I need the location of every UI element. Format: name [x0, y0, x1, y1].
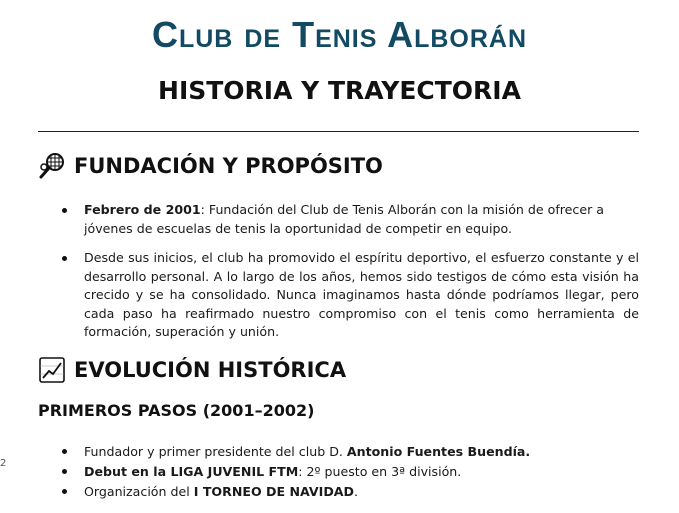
- item-text: Organización del: [84, 484, 194, 499]
- list-item: [62, 201, 639, 238]
- list-item: [62, 482, 639, 502]
- section-heading-text: FUNDACIÓN Y PROPÓSITO: [74, 154, 383, 178]
- item-text: Desde sus inicios, el club ha promovido el espíritu deportivo, el esfuerzo constante y el desarrollo personal. A lo largo de los años, hemos sido testigos de cómo esta visión ha crecido y se ha consolidado. Nunca imaginamos hasta dónde podríamos llegar, pero cada paso ha reafirmado nuestro compromiso con el tenis como herramienta de formación, superación y unión.: [84, 250, 639, 339]
- header-divider: [38, 131, 639, 132]
- item-text: : 2º puesto en 3ª división.: [298, 464, 462, 479]
- item-text: Fundador y primer presidente del club D.: [84, 444, 347, 459]
- item-bold: Antonio Fuentes Buendía.: [346, 444, 531, 459]
- item-bold: Debut en la LIGA JUVENIL FTM: [84, 464, 299, 479]
- club-title: Club de Tenis Alborán: [151, 14, 528, 55]
- fundacion-list: [62, 201, 639, 342]
- page-subtitle: HISTORIA Y TRAYECTORIA: [158, 76, 521, 105]
- item-bold: I TORNEO DE NAVIDAD: [193, 484, 355, 499]
- list-item: [62, 249, 639, 342]
- evolucion-list: [62, 442, 639, 502]
- section-evolucion-heading: [38, 356, 346, 384]
- edge-mark: 2: [0, 458, 7, 469]
- item-date: Febrero de 2001: [84, 202, 201, 217]
- tennis-racket-icon: [38, 152, 66, 180]
- item-text: : Fundación del Club de Tenis Alborán con la misión de ofrecer a jóvenes de escuelas de tenis la oportunidad de competir en equipo.: [84, 202, 604, 236]
- section-fundacion-heading: [38, 152, 383, 180]
- primeros-pasos-heading: PRIMEROS PASOS (2001–2002): [38, 401, 315, 420]
- list-item: [62, 442, 639, 462]
- section-heading-text: EVOLUCIÓN HISTÓRICA: [74, 358, 347, 382]
- list-item: [62, 462, 639, 482]
- item-text: .: [354, 484, 359, 499]
- chart-increasing-icon: [38, 356, 66, 384]
